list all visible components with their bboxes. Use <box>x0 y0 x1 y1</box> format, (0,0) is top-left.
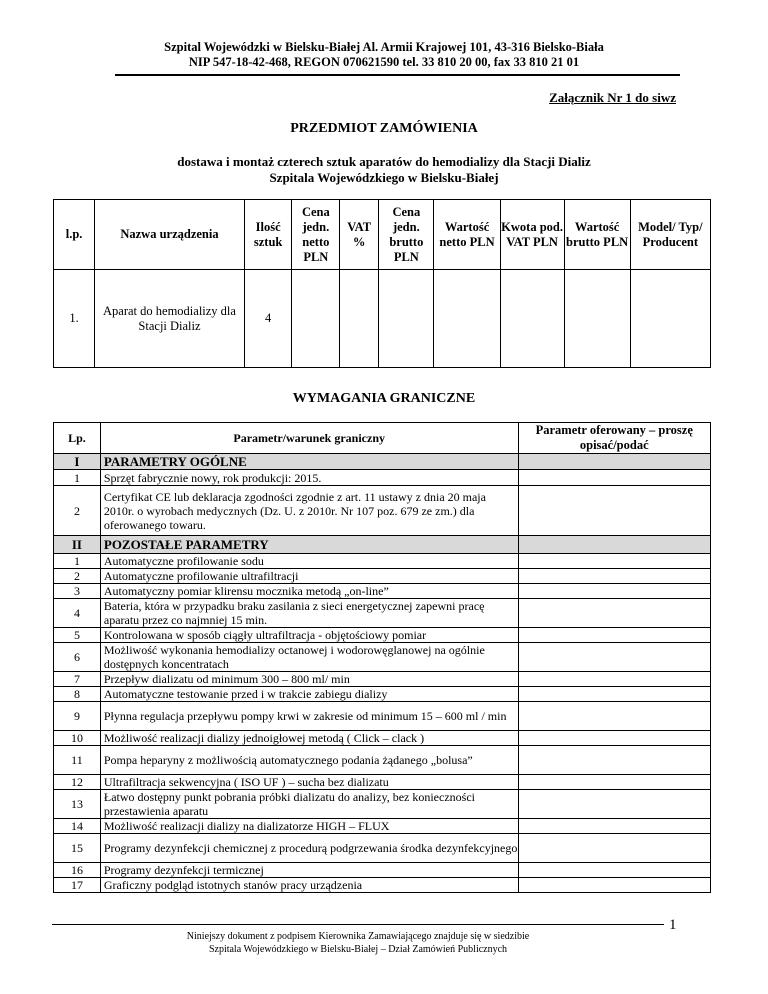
offered-parameter-cell[interactable] <box>518 643 710 672</box>
cell-device-name: Aparat do hemodializy dla Stacji Dializ <box>95 270 245 368</box>
cell-quantity: 4 <box>244 270 292 368</box>
footer <box>52 930 664 956</box>
requirement-text: Programy dezynfekcji chemicznej z procedurą podgrzewania środka dezynfekcyjnego <box>100 834 518 863</box>
letterhead-line-1: Szpital Wojewódzki w Bielsku-Białej Al. Armii Krajowej 101, 43-316 Bielsko-Biała <box>164 40 604 54</box>
cell-unit-net <box>292 270 340 368</box>
offered-parameter-cell[interactable] <box>518 863 710 878</box>
offered-parameter-cell[interactable] <box>518 687 710 702</box>
requirement-text: Możliwość wykonania hemodializy octanowej i wodorowęglanowej na ogólnie dostępnych koncentratach <box>100 643 518 672</box>
letterhead <box>0 40 768 70</box>
requirement-number: 15 <box>54 834 101 863</box>
section-number: I <box>54 454 101 470</box>
cell-lp: 1. <box>54 270 95 368</box>
offered-parameter-cell[interactable] <box>518 702 710 731</box>
requirement-text: Automatyczne testowanie przed i w trakcie zabiegu dializy <box>100 687 518 702</box>
offered-parameter-cell[interactable] <box>518 746 710 775</box>
requirement-row <box>54 790 711 819</box>
section-name: PARAMETRY OGÓLNE <box>100 454 518 470</box>
requirement-number: 17 <box>54 878 101 893</box>
requirement-row <box>54 470 711 486</box>
attachment-label: Załącznik Nr 1 do siwz <box>549 90 676 105</box>
requirement-row <box>54 775 711 790</box>
document-subtitle <box>0 154 768 186</box>
requirement-text: Ultrafiltracja sekwencyjna ( ISO UF ) – sucha bez dializatu <box>100 775 518 790</box>
cell-model <box>630 270 710 368</box>
requirement-text: Sprzęt fabrycznie nowy, rok produkcji: 2015. <box>100 470 518 486</box>
col-model: Model/ Typ/ Producent <box>630 200 710 270</box>
cell-net-value <box>434 270 500 368</box>
col-vat: VAT % <box>340 200 379 270</box>
requirement-text: Programy dezynfekcji termicznej <box>100 863 518 878</box>
requirement-row <box>54 731 711 746</box>
header-offered: Parametr oferowany – proszę opisać/podać <box>518 423 710 454</box>
subtitle-line-2: Szpitala Wojewódzkiego w Bielsku-Białej <box>269 170 499 185</box>
requirements-table <box>53 422 711 893</box>
requirement-number: 2 <box>54 486 101 536</box>
requirement-number: 14 <box>54 819 101 834</box>
section-row <box>54 536 711 554</box>
cell-vat-amount <box>500 270 564 368</box>
requirement-row <box>54 672 711 687</box>
requirement-row <box>54 584 711 599</box>
cell-unit-gross <box>379 270 434 368</box>
offered-parameter-cell[interactable] <box>518 470 710 486</box>
requirement-text: Automatyczne profilowanie ultrafiltracji <box>100 569 518 584</box>
offered-parameter-cell[interactable] <box>518 834 710 863</box>
requirements-title: WYMAGANIA GRANICZNE <box>292 391 476 406</box>
requirement-row <box>54 599 711 628</box>
requirement-text: Bateria, która w przypadku braku zasilania z sieci energetycznej zapewni pracę aparatu przez co najmniej 15 min. <box>100 599 518 628</box>
header-divider <box>115 74 680 76</box>
cell-vat <box>340 270 379 368</box>
col-vat-amount: Kwota pod. VAT PLN <box>500 200 564 270</box>
requirement-row <box>54 834 711 863</box>
requirement-number: 6 <box>54 643 101 672</box>
page-number: 1 <box>669 917 677 933</box>
requirement-number: 8 <box>54 687 101 702</box>
requirement-row <box>54 819 711 834</box>
section-number: II <box>54 536 101 554</box>
col-lp: l.p. <box>54 200 95 270</box>
requirement-row <box>54 569 711 584</box>
offered-parameter-cell[interactable] <box>518 878 710 893</box>
footer-line-2: Szpitala Wojewódzkiego w Bielsku-Białej – Dział Zamówień Publicznych <box>208 944 508 955</box>
header-lp: Lp. <box>54 423 101 454</box>
requirement-row <box>54 702 711 731</box>
requirement-number: 1 <box>54 554 101 569</box>
requirement-number: 11 <box>54 746 101 775</box>
requirement-row <box>54 643 711 672</box>
header-parameter: Parametr/warunek graniczny <box>100 423 518 454</box>
section-name: POZOSTAŁE PARAMETRY <box>100 536 518 554</box>
order-row <box>54 270 711 368</box>
footer-divider <box>52 924 664 925</box>
requirement-row <box>54 687 711 702</box>
requirement-text: Pompa heparyny z możliwością automatycznego podania żądanego „bolusa” <box>100 746 518 775</box>
requirement-row <box>54 554 711 569</box>
offered-parameter-cell[interactable] <box>518 672 710 687</box>
section-offer-cell <box>518 454 710 470</box>
requirement-text: Możliwość realizacji dializy jednoigłowej metodą ( Click – clack ) <box>100 731 518 746</box>
col-quantity: Ilość sztuk <box>244 200 292 270</box>
requirement-text: Możliwość realizacji dializy na dializatorze HIGH – FLUX <box>100 819 518 834</box>
requirement-row <box>54 863 711 878</box>
requirement-row <box>54 486 711 536</box>
letterhead-line-2: NIP 547-18-42-468, REGON 070621590 tel. 33 810 20 00, fax 33 810 21 01 <box>188 55 580 69</box>
offered-parameter-cell[interactable] <box>518 819 710 834</box>
offered-parameter-cell[interactable] <box>518 584 710 599</box>
offered-parameter-cell[interactable] <box>518 790 710 819</box>
order-table-header <box>54 200 711 270</box>
col-unit-gross: Cena jedn. brutto PLN <box>379 200 434 270</box>
requirement-row <box>54 878 711 893</box>
requirement-number: 10 <box>54 731 101 746</box>
requirement-text: Płynna regulacja przepływu pompy krwi w zakresie od minimum 15 – 600 ml / min <box>100 702 518 731</box>
requirement-number: 1 <box>54 470 101 486</box>
document-title: PRZEDMIOT ZAMÓWIENIA <box>290 121 478 136</box>
requirement-row <box>54 628 711 643</box>
requirement-number: 16 <box>54 863 101 878</box>
requirement-number: 3 <box>54 584 101 599</box>
offered-parameter-cell[interactable] <box>518 569 710 584</box>
requirement-number: 2 <box>54 569 101 584</box>
footer-line-1: Niniejszy dokument z podpisem Kierownika Zamawiającego znajduje się w siedzibie <box>186 931 530 942</box>
offered-parameter-cell[interactable] <box>518 554 710 569</box>
offered-parameter-cell[interactable] <box>518 486 710 536</box>
col-unit-net: Cena jedn. netto PLN <box>292 200 340 270</box>
col-device-name: Nazwa urządzenia <box>95 200 245 270</box>
offered-parameter-cell[interactable] <box>518 731 710 746</box>
cell-gross-value <box>564 270 630 368</box>
requirement-text: Automatyczne profilowanie sodu <box>100 554 518 569</box>
offered-parameter-cell[interactable] <box>518 775 710 790</box>
section-offer-cell <box>518 536 710 554</box>
requirement-number: 7 <box>54 672 101 687</box>
requirement-text: Graficzny podgląd istotnych stanów pracy urządzenia <box>100 878 518 893</box>
requirement-number: 9 <box>54 702 101 731</box>
requirement-number: 12 <box>54 775 101 790</box>
col-net-value: Wartość netto PLN <box>434 200 500 270</box>
requirement-text: Automatyczny pomiar klirensu mocznika metodą „on-line” <box>100 584 518 599</box>
requirements-body <box>54 423 711 893</box>
requirement-number: 4 <box>54 599 101 628</box>
subtitle-line-1: dostawa i montaż czterech sztuk aparatów do hemodializy dla Stacji Dializ <box>177 154 591 169</box>
col-gross-value: Wartość brutto PLN <box>564 200 630 270</box>
order-table <box>53 199 711 368</box>
requirement-number: 5 <box>54 628 101 643</box>
requirement-text: Przepływ dializatu od minimum 300 – 800 ml/ min <box>100 672 518 687</box>
requirements-header <box>54 423 711 454</box>
requirement-row <box>54 746 711 775</box>
requirement-text: Łatwo dostępny punkt pobrania próbki dializatu do analizy, bez konieczności przestawienia aparatu <box>100 790 518 819</box>
section-row <box>54 454 711 470</box>
requirement-number: 13 <box>54 790 101 819</box>
requirement-text: Kontrolowana w sposób ciągły ultrafiltracja - objętościowy pomiar <box>100 628 518 643</box>
offered-parameter-cell[interactable] <box>518 599 710 628</box>
offered-parameter-cell[interactable] <box>518 628 710 643</box>
requirement-text: Certyfikat CE lub deklaracja zgodności zgodnie z art. 11 ustawy z dnia 20 maja 2010r. o wyrobach medycznych (Dz. U. z 2010r. Nr 107 poz. 679 ze zm.) dla oferowanego towaru. <box>100 486 518 536</box>
